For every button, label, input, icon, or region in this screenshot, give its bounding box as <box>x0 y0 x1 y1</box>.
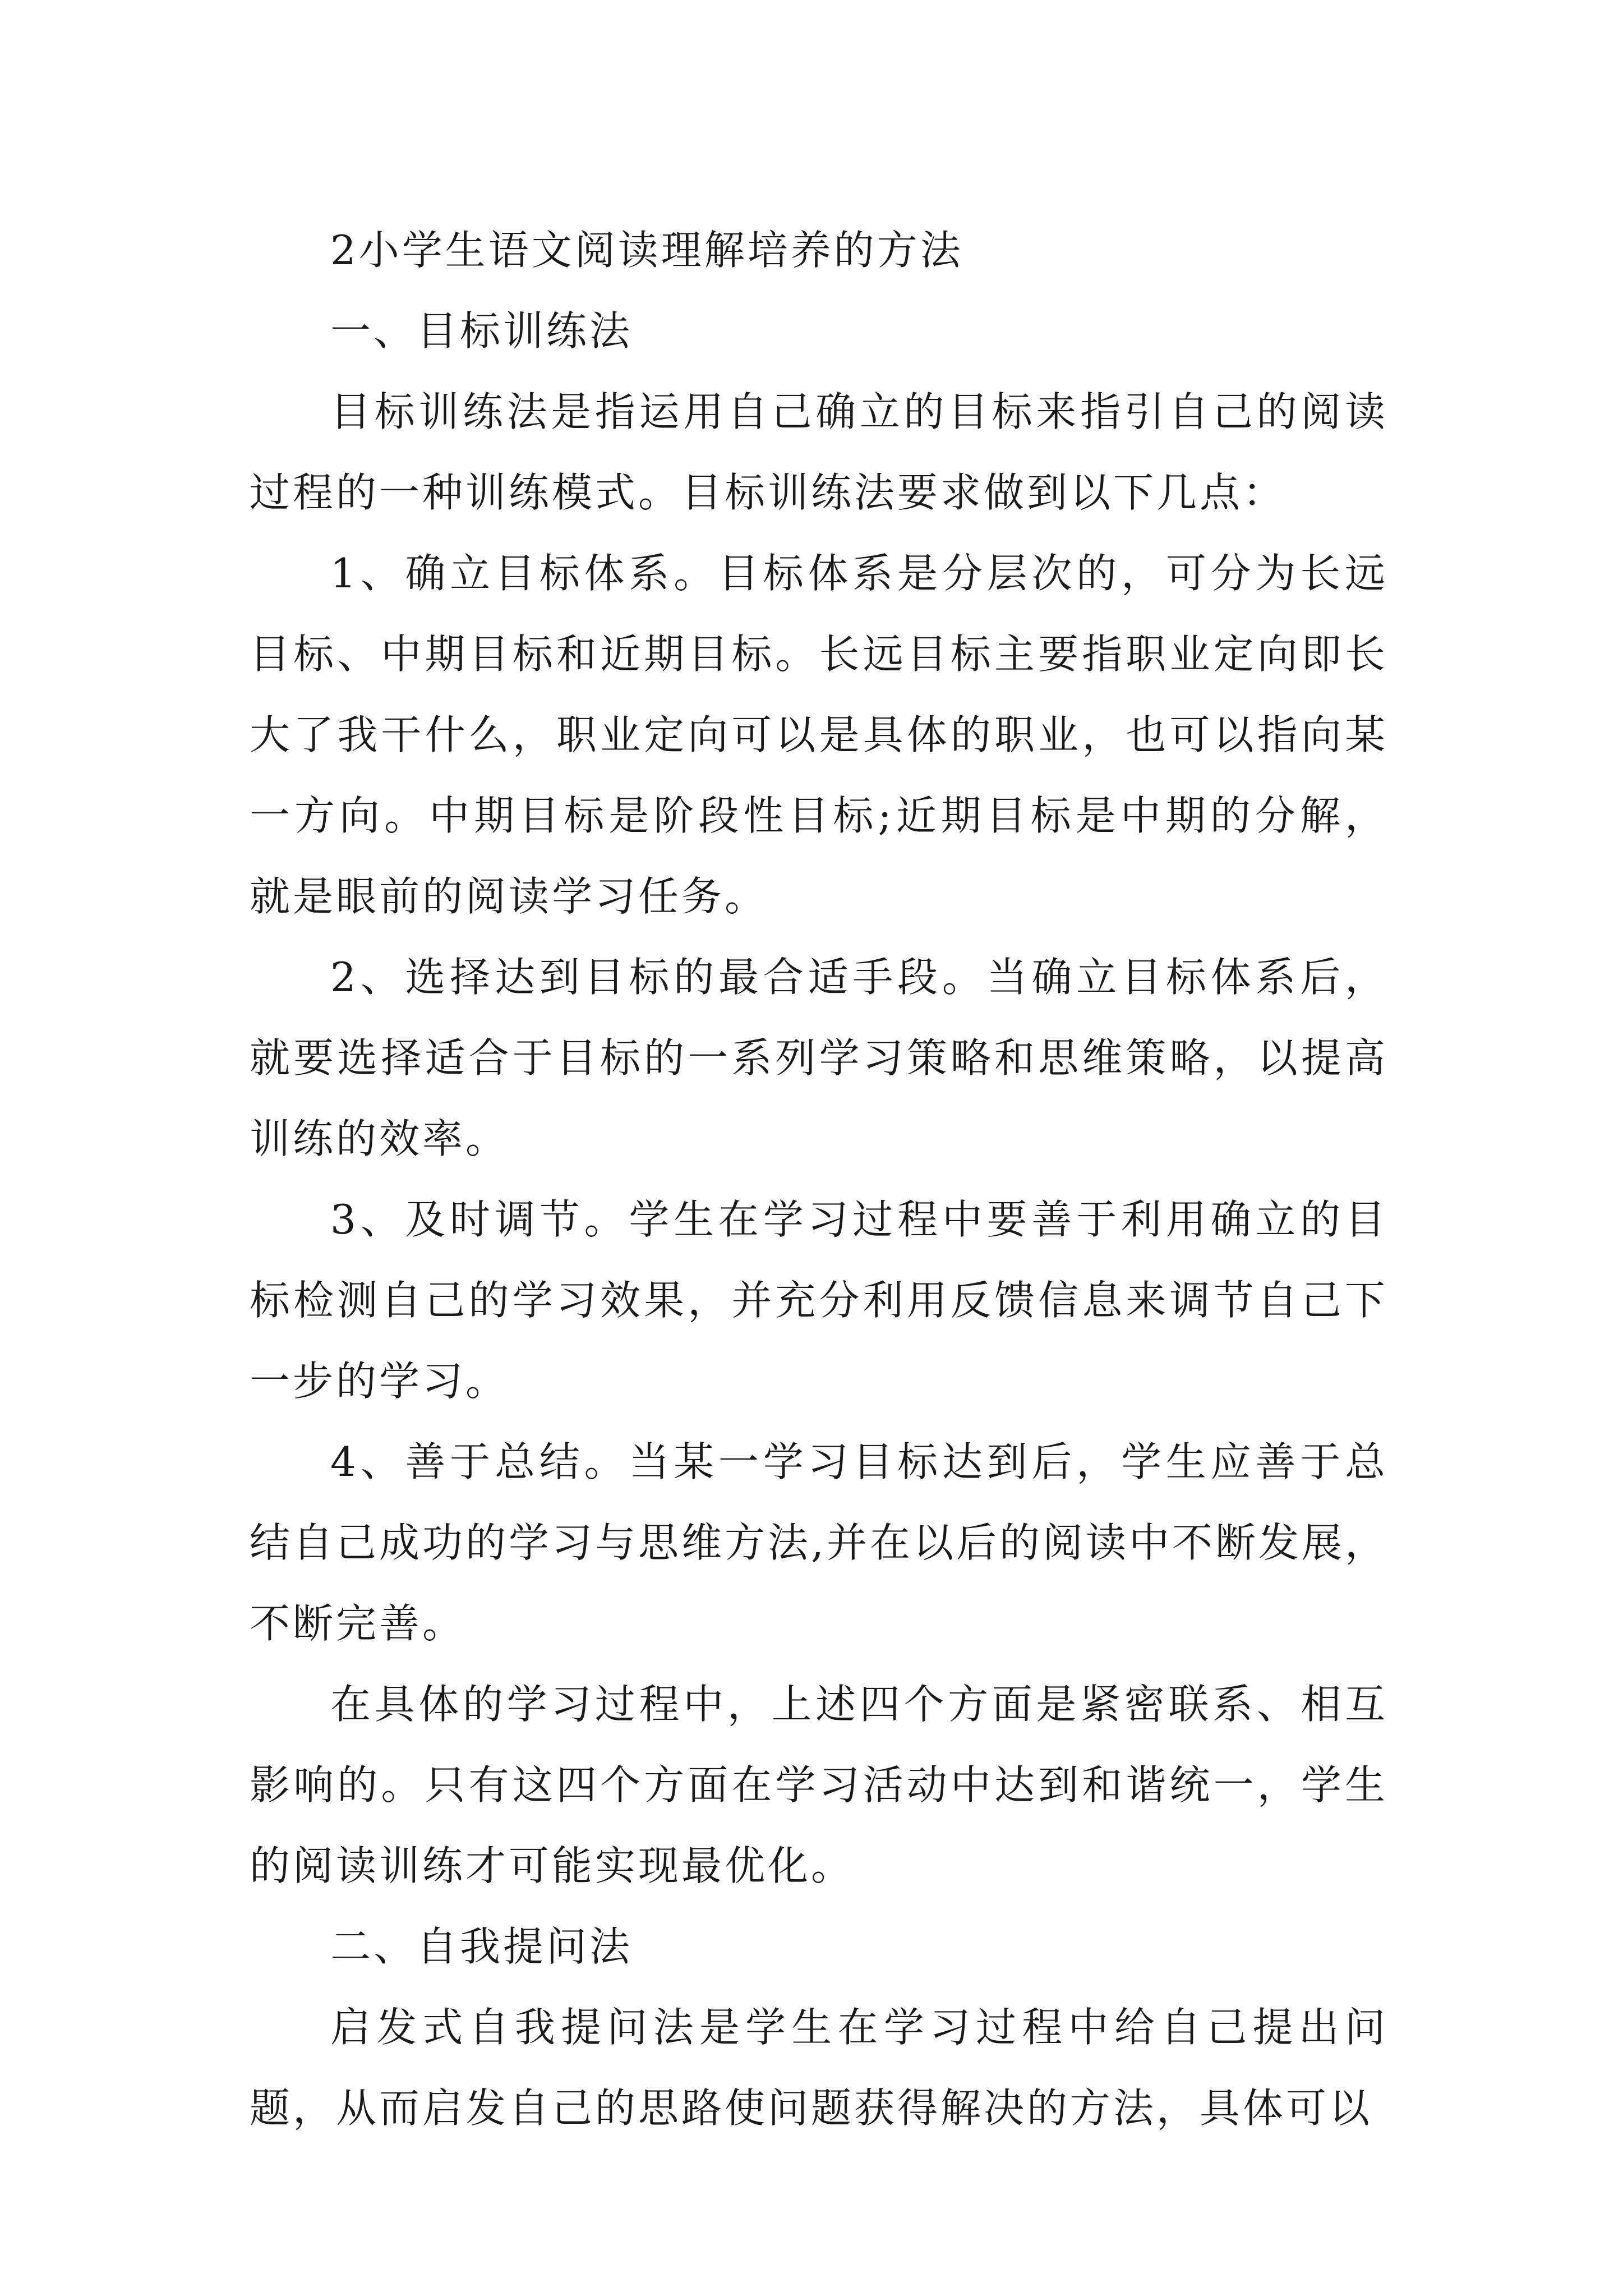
document-body <box>250 210 1388 2148</box>
paragraph: 在具体的学习过程中，上述四个方面是紧密联系、相互影响的。只有这四个方面在学习活动中达到和谐统一，学生的阅读训练才可能实现最优化。 <box>250 1681 1388 1889</box>
paragraph: 2、选择达到目标的最合适手段。当确立目标体系后，就要选择适合于目标的一系列学习策略和思维策略，以提高训练的效率。 <box>250 954 1388 1162</box>
subsection-heading-self-questioning: 二、自我提问法 <box>330 1923 633 1970</box>
paragraph: 启发式自我提问法是学生在学习过程中给自己提出问题，从而启发自己的思路使问题获得解决的方法，具体可以 <box>250 2004 1388 2132</box>
section-title: 2小学生语文阅读理解培养的方法 <box>330 227 963 274</box>
subsection-heading-goal-training: 一、目标训练法 <box>330 307 633 355</box>
paragraph: 目标训练法是指运用自己确立的目标来指引自己的阅读过程的一种训练模式。目标训练法要求做到以下几点： <box>250 388 1388 516</box>
paragraph: 4、善于总结。当某一学习目标达到后，学生应善于总结自己成功的学习与思维方法,并在以后的阅读中不断发展，不断完善。 <box>250 1438 1388 1647</box>
paragraph: 1、确立目标体系。目标体系是分层次的，可分为长远目标、中期目标和近期目标。长远目标主要指职业定向即长大了我干什么，职业定向可以是具体的职业，也可以指向某一方向。中期目标是阶段性目标;近期目标是中期的分解，就是眼前的阅读学习任务。 <box>250 550 1388 920</box>
paragraph: 3、及时调节。学生在学习过程中要善于利用确立的目标检测自己的学习效果，并充分利用反馈信息来调节自己下一步的学习。 <box>250 1196 1388 1405</box>
